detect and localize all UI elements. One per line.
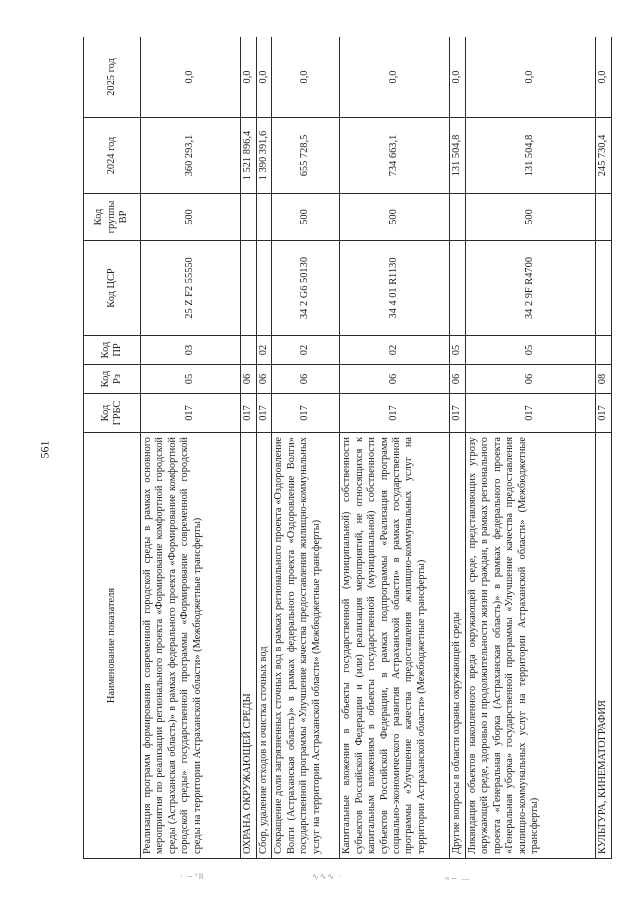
row-vr: 500 (272, 194, 340, 241)
row-2025: 0,0 (241, 37, 257, 118)
row-pr (596, 336, 612, 365)
row-vr (596, 194, 612, 241)
row-pr (241, 336, 257, 365)
row-rz: 06 (465, 365, 595, 394)
row-grbs: 017 (596, 394, 612, 433)
budget-table (83, 37, 612, 859)
row-rz: 06 (340, 365, 450, 394)
row-grbs: 017 (465, 394, 595, 433)
row-pr: 05 (465, 336, 595, 365)
row-2024: 1 390 391,6 (256, 118, 272, 194)
row-rz: 08 (596, 365, 612, 394)
row-2024: 1 521 896,4 (241, 118, 257, 194)
row-grbs: 017 (450, 394, 466, 433)
header-csr: Код ЦСР (84, 241, 141, 336)
row-pr: 02 (256, 336, 272, 365)
row-name: Ликвидация объектов накопленного вреда окружающей среде, представляющих угрозу окружающей среде, здоровью и продолжительности жизни граждан, в рамках регионального проекта «Генеральная уборка (Астраханская область)» в рамках федерального проекта «Генеральная уборка» государственной программы «Улучшение качества предоставления жилищно-коммунальных услуг на территории Астраханской области» (Межбюджетные трансферты) (465, 433, 595, 859)
scan-artifact: · ∼°R (180, 872, 205, 881)
table-row (241, 37, 257, 859)
row-name: Сбор, удаление отходов и очистка сточных вод (256, 433, 272, 859)
row-csr (596, 241, 612, 336)
row-vr: 500 (465, 194, 595, 241)
row-grbs: 017 (272, 394, 340, 433)
row-vr (256, 194, 272, 241)
row-grbs: 017 (256, 394, 272, 433)
row-name: ОХРАНА ОКРУЖАЮЩЕЙ СРЕДЫ (241, 433, 257, 859)
row-2025: 0,0 (340, 37, 450, 118)
row-grbs: 017 (141, 394, 241, 433)
header-name: Наименование показателя (84, 433, 141, 859)
row-2025: 0,0 (465, 37, 595, 118)
scan-artifact: ∿∿∿ · (312, 872, 342, 881)
budget-table-rotated (83, 37, 612, 859)
row-vr: 500 (141, 194, 241, 241)
row-pr: 05 (450, 336, 466, 365)
row-vr (450, 194, 466, 241)
table-row (256, 37, 272, 859)
row-name: КУЛЬТУРА, КИНЕМАТОГРАФИЯ (596, 433, 612, 859)
header-rz: Код Рз (84, 365, 141, 394)
row-pr: 02 (340, 336, 450, 365)
header-2024: 2024 год (84, 118, 141, 194)
row-csr: 34 4 01 R1130 (340, 241, 450, 336)
row-pr: 03 (141, 336, 241, 365)
row-rz: 05 (141, 365, 241, 394)
row-rz: 06 (256, 365, 272, 394)
table-row (450, 37, 466, 859)
table-row (141, 37, 241, 859)
row-grbs: 017 (340, 394, 450, 433)
row-2024: 360 293,1 (141, 118, 241, 194)
row-2025: 0,0 (596, 37, 612, 118)
row-name: Сокращение доли загрязненных сточных вод в рамках регионального проекта «Оздоровление Волги (Астраханская область)» в рамках федерального проекта «Оздоровление Волги» государственной программы «Улучшение качества предоставления жилищно-коммунальных услуг на территории Астраханской области» (Межбюджетные трансферты) (272, 433, 340, 859)
row-rz: 06 (272, 365, 340, 394)
row-vr: 500 (340, 194, 450, 241)
header-vr: Код группы ВР (84, 194, 141, 241)
row-2025: 0,0 (450, 37, 466, 118)
budget-table-frame (83, 37, 612, 859)
row-2024: 245 730,4 (596, 118, 612, 194)
row-csr (241, 241, 257, 336)
row-csr: 34 2 9F R4700 (465, 241, 595, 336)
page-number: 561 (37, 440, 52, 459)
row-name: Другие вопросы в области охраны окружающей среды (450, 433, 466, 859)
row-csr: 34 2 G6 50130 (272, 241, 340, 336)
table-row (340, 37, 450, 859)
header-pr: Код ПР (84, 336, 141, 365)
row-grbs: 017 (241, 394, 257, 433)
row-rz: 06 (241, 365, 257, 394)
row-2025: 0,0 (256, 37, 272, 118)
scan-artifact: ≈∽ — (445, 874, 471, 883)
row-name: Реализация программ формирования современной городской среды в рамках основного мероприятия по реализации регионального проекта «Формирование комфортной городской среды (Астраханская область)» в рамках федерального проекта «Формирование комфортной городской среды» государственной программы «Формирование современной городской среды на территории Астраханской области» (Межбюджетные трансферты) (141, 433, 241, 859)
row-2025: 0,0 (141, 37, 241, 118)
table-header-row (84, 37, 141, 859)
row-2024: 734 663,1 (340, 118, 450, 194)
row-csr (450, 241, 466, 336)
table-row (272, 37, 340, 859)
row-2024: 131 504,8 (465, 118, 595, 194)
row-csr (256, 241, 272, 336)
row-pr: 02 (272, 336, 340, 365)
table-row (465, 37, 595, 859)
header-2025: 2025 год (84, 37, 141, 118)
row-2024: 131 504,8 (450, 118, 466, 194)
row-vr (241, 194, 257, 241)
header-grbs: Код ГРБС (84, 394, 141, 433)
row-rz: 06 (450, 365, 466, 394)
row-csr: 25 Z F2 55550 (141, 241, 241, 336)
table-row (596, 37, 612, 859)
row-name: Капитальные вложения в объекты государственной (муниципальной) собственности субъектов Российской Федерации и (или) реализация мероприятий, не относящихся к капитальным вложениям в объекты государственной (муниципальной) собственности субъектов Российской Федерации, в рамках подпрограммы «Реализация программ социально-экономического развития Астраханской области» в рамках государственной программы «Улучшение качества предоставления жилищно-коммунальных услуг на территории Астраханской области» (Межбюджетные трансферты) (340, 433, 450, 859)
row-2025: 0,0 (272, 37, 340, 118)
row-2024: 655 728,5 (272, 118, 340, 194)
